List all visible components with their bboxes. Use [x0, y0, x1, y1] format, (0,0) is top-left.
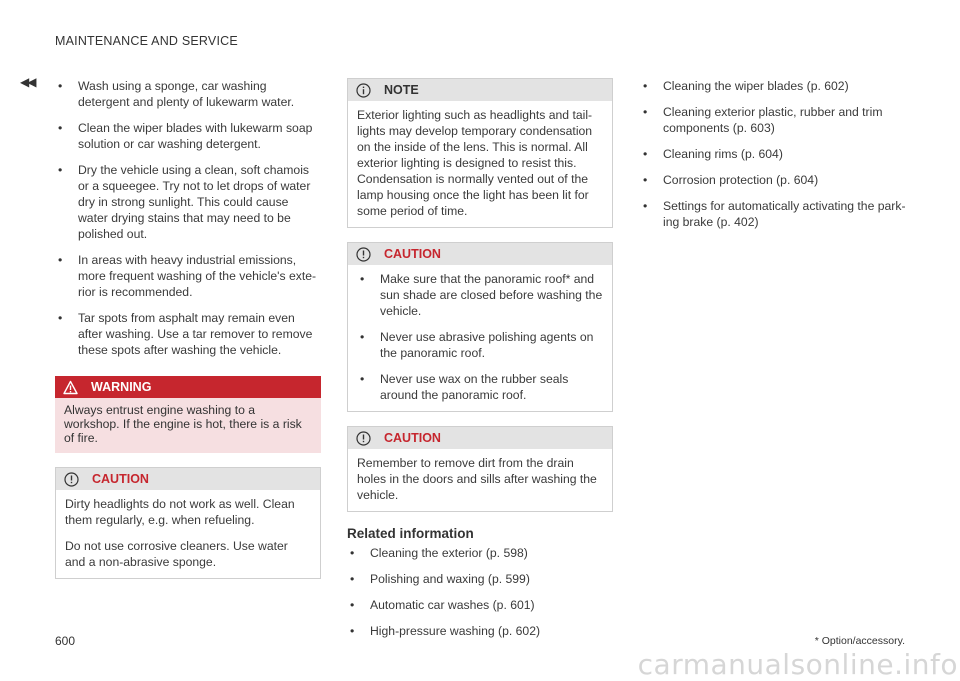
- caution-title: CAUTION: [384, 431, 441, 445]
- back-arrows-icon[interactable]: ◀◀: [20, 75, 35, 89]
- column-1: [55, 78, 321, 593]
- related-link[interactable]: • Cleaning exterior plastic, rubber and trim components (p. 603): [640, 104, 910, 136]
- list-item: • Never use wax on the rubber seals around the panoramic roof.: [357, 371, 603, 403]
- related-list: [347, 545, 613, 639]
- caution-header: [348, 427, 612, 449]
- caution-body: [56, 490, 320, 578]
- list-item: • Wash using a sponge, car washing detergent and plenty of lukewarm water.: [55, 78, 321, 110]
- footnote: * Option/accessory.: [814, 635, 905, 647]
- info-circle-icon: [356, 83, 371, 98]
- caution-box: [347, 242, 613, 412]
- list-item: • Never use abrasive polishing agents on the panoramic roof.: [357, 329, 603, 361]
- caution-circle-icon: [356, 431, 371, 446]
- related-link[interactable]: • Polishing and waxing (p. 599): [347, 571, 613, 587]
- related-link[interactable]: • Corrosion protection (p. 604): [640, 172, 910, 188]
- related-list-continued: [640, 78, 910, 230]
- caution-list: [357, 271, 603, 403]
- list-item: • Dry the vehicle using a clean, soft chamois or a squeegee. Try not to let drops of water dry in strong sunlight. This could cause water drying stains that may need to be polished out.: [55, 162, 321, 242]
- caution-header: [56, 468, 320, 490]
- caution-circle-icon: [356, 247, 371, 262]
- list-item: • Tar spots from asphalt may remain even after washing. Use a tar remover to remove these spots after washing the vehicle.: [55, 310, 321, 358]
- caution-header: [348, 243, 612, 265]
- page-header: MAINTENANCE AND SERVICE: [55, 34, 238, 48]
- caution-box: [347, 426, 613, 512]
- warning-triangle-icon: [63, 380, 78, 395]
- caution-circle-icon: [64, 472, 79, 487]
- related-link[interactable]: • Cleaning rims (p. 604): [640, 146, 910, 162]
- note-box: [347, 78, 613, 228]
- caution-title: CAUTION: [384, 247, 441, 261]
- column-2: [347, 78, 613, 649]
- page-number: 600: [55, 634, 76, 648]
- caution-title: CAUTION: [92, 472, 149, 486]
- related-link[interactable]: • Settings for automatically activating the park-ing brake (p. 402): [640, 198, 910, 230]
- list-item: • In areas with heavy industrial emissions, more frequent washing of the vehicle's exte-rior is recommended.: [55, 252, 321, 300]
- warning-text: Always entrust engine washing to a workshop. If the engine is hot, there is a risk of fire.: [64, 403, 302, 445]
- note-text: Exterior lighting such as headlights and tail-lights may develop temporary condensation on the inside of the lens. This is normal. All exterior lighting is designed to resist this. Condensation is normally vented out of the lamp housing once the light has been lit for some period of time.: [357, 108, 593, 218]
- watermark: carmanualsonline.info: [637, 648, 958, 681]
- list-item: • Make sure that the panoramic roof* and sun shade are closed before washing the vehicle.: [357, 271, 603, 319]
- warning-header: [55, 376, 321, 398]
- related-link[interactable]: • High-pressure washing (p. 602): [347, 623, 613, 639]
- list-item: • Clean the wiper blades with lukewarm soap solution or car washing detergent.: [55, 120, 321, 152]
- note-header: [348, 79, 612, 101]
- warning-title: WARNING: [91, 380, 152, 394]
- related-information-title: Related information: [347, 526, 474, 541]
- warning-box: [55, 376, 321, 453]
- caution-box: [55, 467, 321, 579]
- related-link[interactable]: • Automatic car washes (p. 601): [347, 597, 613, 613]
- column-3: [640, 78, 910, 240]
- caution-text: Remember to remove dirt from the drain holes in the doors and sills after washing the vehicle.: [357, 456, 597, 502]
- caution-paragraph: Dirty headlights do not work as well. Clean them regularly, e.g. when refueling.: [65, 497, 295, 527]
- caution-body: [348, 265, 612, 411]
- note-title: NOTE: [384, 83, 419, 97]
- related-link[interactable]: • Cleaning the wiper blades (p. 602): [640, 78, 910, 94]
- caution-paragraph: Do not use corrosive cleaners. Use water and a non-abrasive sponge.: [65, 539, 288, 569]
- washing-steps-list: [55, 78, 321, 358]
- related-link[interactable]: • Cleaning the exterior (p. 598): [347, 545, 613, 561]
